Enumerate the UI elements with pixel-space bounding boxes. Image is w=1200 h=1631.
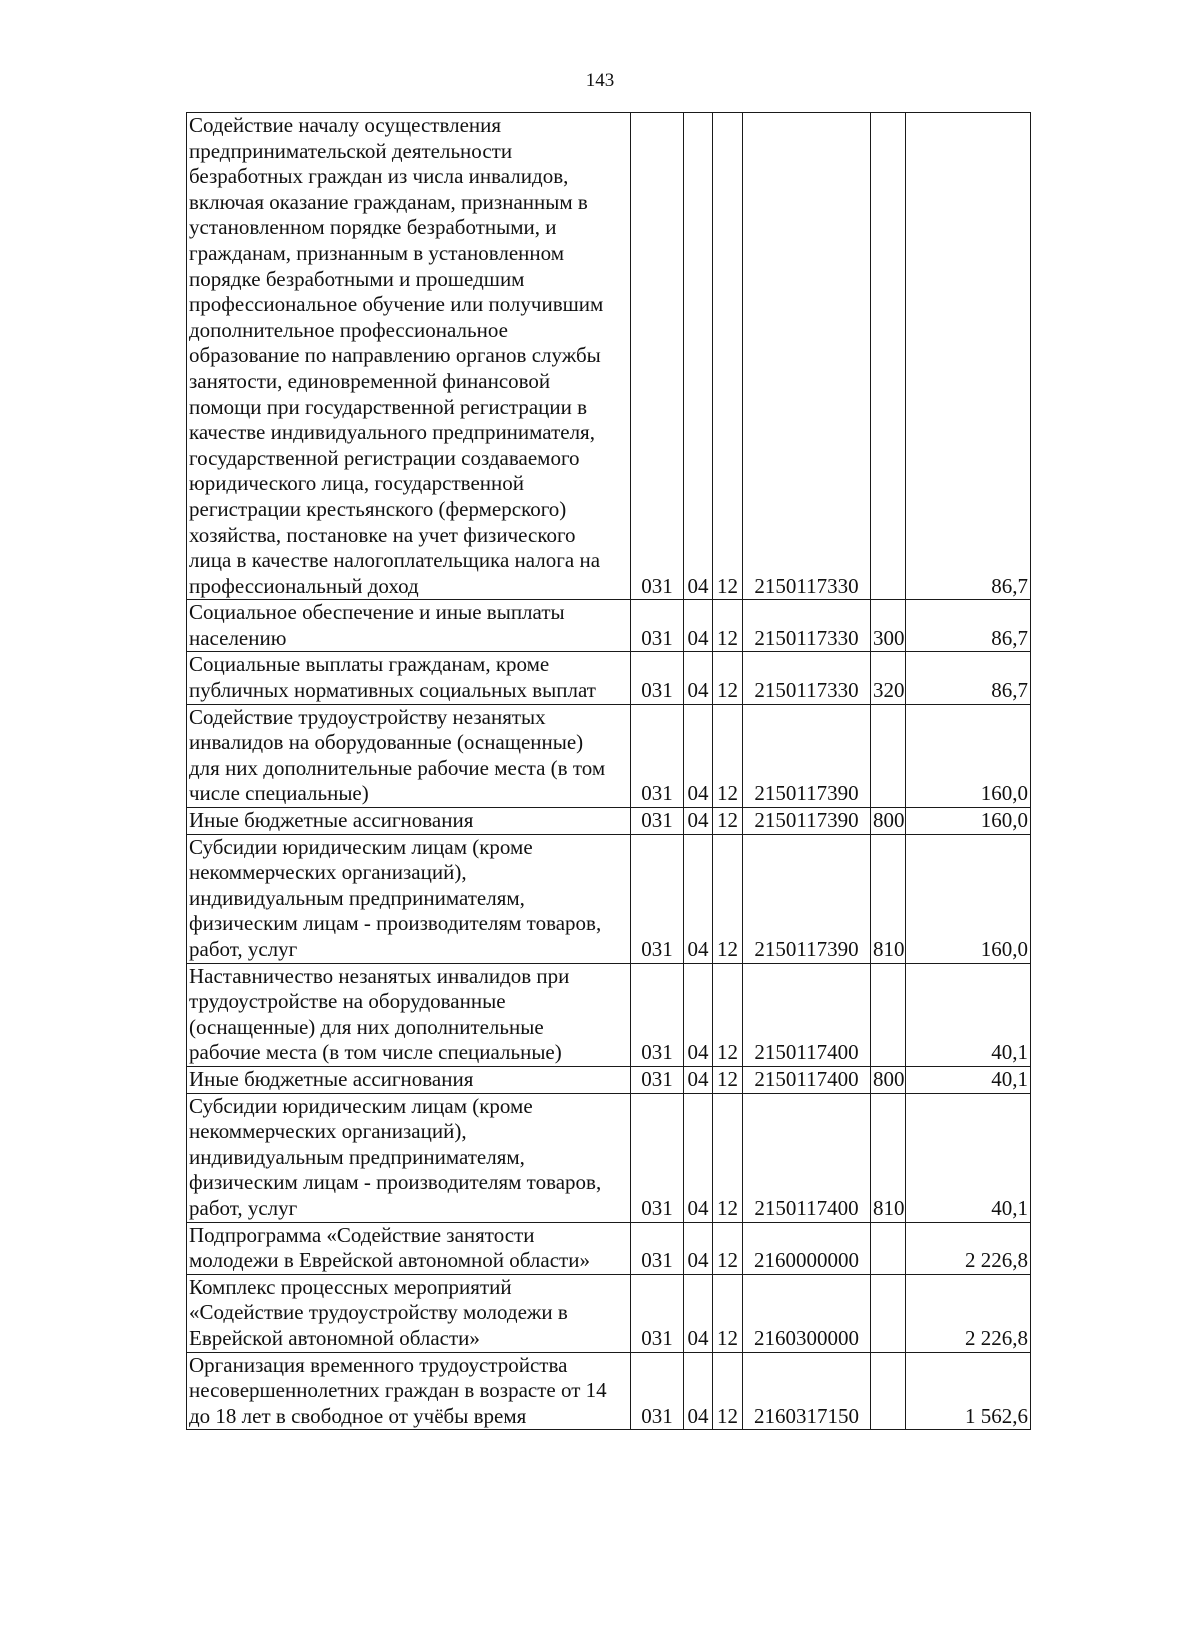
row-name-line: некоммерческих организаций), [189,1119,467,1144]
row-subsection-code: 12 [713,704,743,807]
row-name-line: Содействие трудоустройству незанятых [189,704,546,729]
row-name-line: индивидуальным предпринимателям, [189,885,525,910]
row-name [187,704,631,807]
row-amount: 160,0 [906,834,1031,963]
row-name [187,1066,631,1093]
table-row [187,1222,1031,1274]
row-name-line: (оснащенные) для них дополнительные [189,1014,544,1039]
row-expense-type [871,704,906,807]
table-row [187,600,1031,652]
row-target-article: 2150117400 [743,963,871,1066]
row-name-line: Комплекс процессных мероприятий [189,1274,512,1299]
row-expense-type: 300 [871,600,906,652]
row-gr-code: 031 [631,1222,684,1274]
row-amount: 86,7 [906,600,1031,652]
row-amount: 2 226,8 [906,1222,1031,1274]
row-amount: 40,1 [906,963,1031,1066]
row-target-article: 2150117390 [743,808,871,835]
row-name [187,1222,631,1274]
row-name-line: дополнительное профессиональное [189,317,508,342]
row-name-line: индивидуальным предпринимателям, [189,1144,525,1169]
budget-table [186,112,1031,1430]
row-target-article: 2150117330 [743,652,871,704]
row-name [187,1093,631,1222]
table-row [187,1352,1031,1430]
row-name-line: юридического лица, государственной [189,471,524,496]
row-name-line: государственной регистрации создаваемого [189,445,580,470]
row-subsection-code: 12 [713,113,743,600]
row-subsection-code: 12 [713,1093,743,1222]
row-subsection-code: 12 [713,652,743,704]
row-subsection-code: 12 [713,1274,743,1352]
row-name [187,652,631,704]
row-name-line: профессиональный доход [189,573,419,598]
row-name-line: Наставничество незанятых инвалидов при [189,963,570,988]
row-gr-code: 031 [631,1274,684,1352]
row-name-line: Содействие началу осуществления [189,113,502,137]
table-row [187,652,1031,704]
row-section-code: 04 [684,963,713,1066]
row-gr-code: 031 [631,963,684,1066]
row-name-line: населению [189,625,287,650]
row-gr-code: 031 [631,113,684,600]
row-name-line: Субсидии юридическим лицам (кроме [189,1093,533,1118]
row-name-line: Субсидии юридическим лицам (кроме [189,834,533,859]
row-name-line: хозяйства, постановке на учет физического [189,522,576,547]
row-gr-code: 031 [631,1352,684,1430]
row-section-code: 04 [684,113,713,600]
row-section-code: 04 [684,1222,713,1274]
row-name [187,834,631,963]
row-expense-type [871,1352,906,1430]
row-section-code: 04 [684,1066,713,1093]
row-gr-code: 031 [631,834,684,963]
row-target-article: 2150117400 [743,1093,871,1222]
row-amount: 1 562,6 [906,1352,1031,1430]
row-subsection-code: 12 [713,1352,743,1430]
row-name-line: рабочие места (в том числе специальные) [189,1040,562,1065]
row-gr-code: 031 [631,652,684,704]
row-name-line: Подпрограмма «Содействие занятости [189,1222,535,1247]
row-name-line: Организация временного трудоустройства [189,1352,568,1377]
row-name [187,1274,631,1352]
row-name-line: Еврейской автономной области» [189,1325,480,1350]
row-gr-code: 031 [631,808,684,835]
row-name-line: публичных нормативных социальных выплат [189,678,596,703]
row-section-code: 04 [684,808,713,835]
table-row [187,834,1031,963]
row-gr-code: 031 [631,1066,684,1093]
row-name-line: числе специальные) [189,781,369,806]
row-target-article: 2150117330 [743,600,871,652]
row-name-line: образование по направлению органов службы [189,343,601,368]
row-name-line: трудоустройстве на оборудованные [189,989,506,1014]
row-expense-type: 800 [871,1066,906,1093]
row-name-line: порядке безработными и прошедшим [189,266,525,291]
row-name-line: помощи при государственной регистрации в [189,394,588,419]
row-target-article: 2150117400 [743,1066,871,1093]
row-name-line: предпринимательской деятельности [189,138,513,163]
row-name-line: безработных граждан из числа инвалидов, [189,164,569,189]
row-subsection-code: 12 [713,963,743,1066]
row-expense-type [871,963,906,1066]
row-name-line: профессиональное обучение или получившим [189,292,604,317]
row-section-code: 04 [684,600,713,652]
row-name-line: «Содействие трудоустройству молодежи в [189,1300,568,1325]
table-row [187,1066,1031,1093]
row-name-line: молодежи в Еврейской автономной области» [189,1248,590,1273]
page-number: 143 [585,70,615,91]
row-amount: 86,7 [906,652,1031,704]
row-target-article: 2150117390 [743,834,871,963]
row-expense-type: 800 [871,808,906,835]
row-name-line: Социальное обеспечение и иные выплаты [189,600,565,625]
row-gr-code: 031 [631,600,684,652]
row-section-code: 04 [684,1352,713,1430]
row-name [187,1352,631,1430]
row-amount: 160,0 [906,704,1031,807]
row-name [187,113,631,600]
budget-table-body [187,113,1031,1430]
row-subsection-code: 12 [713,1066,743,1093]
row-subsection-code: 12 [713,1222,743,1274]
table-row [187,1093,1031,1222]
row-name-line: физическим лицам - производителям товаров, [189,911,602,936]
row-name-line: установленном порядке безработными, и [189,215,557,240]
row-section-code: 04 [684,1274,713,1352]
row-section-code: 04 [684,652,713,704]
row-expense-type: 810 [871,1093,906,1222]
row-amount: 40,1 [906,1093,1031,1222]
row-target-article: 2160317150 [743,1352,871,1430]
row-name-line: лица в качестве налогоплательщика налога на [189,548,601,573]
row-amount: 160,0 [906,808,1031,835]
row-name-line: физическим лицам - производителям товаров, [189,1170,602,1195]
row-expense-type: 320 [871,652,906,704]
table-row [187,1274,1031,1352]
row-expense-type [871,113,906,600]
table-row [187,704,1031,807]
table-row [187,113,1031,600]
row-name-line: несовершеннолетних граждан в возрасте от 14 [189,1378,607,1403]
row-subsection-code: 12 [713,808,743,835]
row-amount: 40,1 [906,1066,1031,1093]
row-target-article: 2160300000 [743,1274,871,1352]
row-name-line: включая оказание гражданам, признанным в [189,189,588,214]
row-section-code: 04 [684,1093,713,1222]
row-expense-type [871,1222,906,1274]
row-name [187,808,631,835]
row-name-line: занятости, единовременной финансовой [189,368,551,393]
row-name-line: Социальные выплаты гражданам, кроме [189,652,550,677]
table-row [187,808,1031,835]
row-name-line: гражданам, признанным в установленном [189,240,565,265]
row-name-line: до 18 лет в свободное от учёбы время [189,1403,527,1428]
row-name-line: некоммерческих организаций), [189,860,467,885]
row-amount: 2 226,8 [906,1274,1031,1352]
row-section-code: 04 [684,704,713,807]
row-name-line: Иные бюджетные ассигнования [189,1066,474,1091]
row-section-code: 04 [684,834,713,963]
row-name-line: Иные бюджетные ассигнования [189,808,474,833]
row-amount: 86,7 [906,113,1031,600]
row-target-article: 2150117390 [743,704,871,807]
row-subsection-code: 12 [713,600,743,652]
row-subsection-code: 12 [713,834,743,963]
row-gr-code: 031 [631,1093,684,1222]
row-name [187,963,631,1066]
row-name-line: для них дополнительные рабочие места (в том [189,755,606,780]
table-row [187,963,1031,1066]
row-name [187,600,631,652]
row-name-line: качестве индивидуального предпринимателя, [189,420,595,445]
row-expense-type [871,1274,906,1352]
row-name-line: работ, услуг [189,937,298,961]
row-target-article: 2160000000 [743,1222,871,1274]
row-gr-code: 031 [631,704,684,807]
row-target-article: 2150117330 [743,113,871,600]
row-name-line: инвалидов на оборудованные (оснащенные) [189,730,584,755]
row-expense-type: 810 [871,834,906,963]
row-name-line: регистрации крестьянского (фермерского) [189,496,567,521]
row-name-line: работ, услуг [189,1195,298,1220]
